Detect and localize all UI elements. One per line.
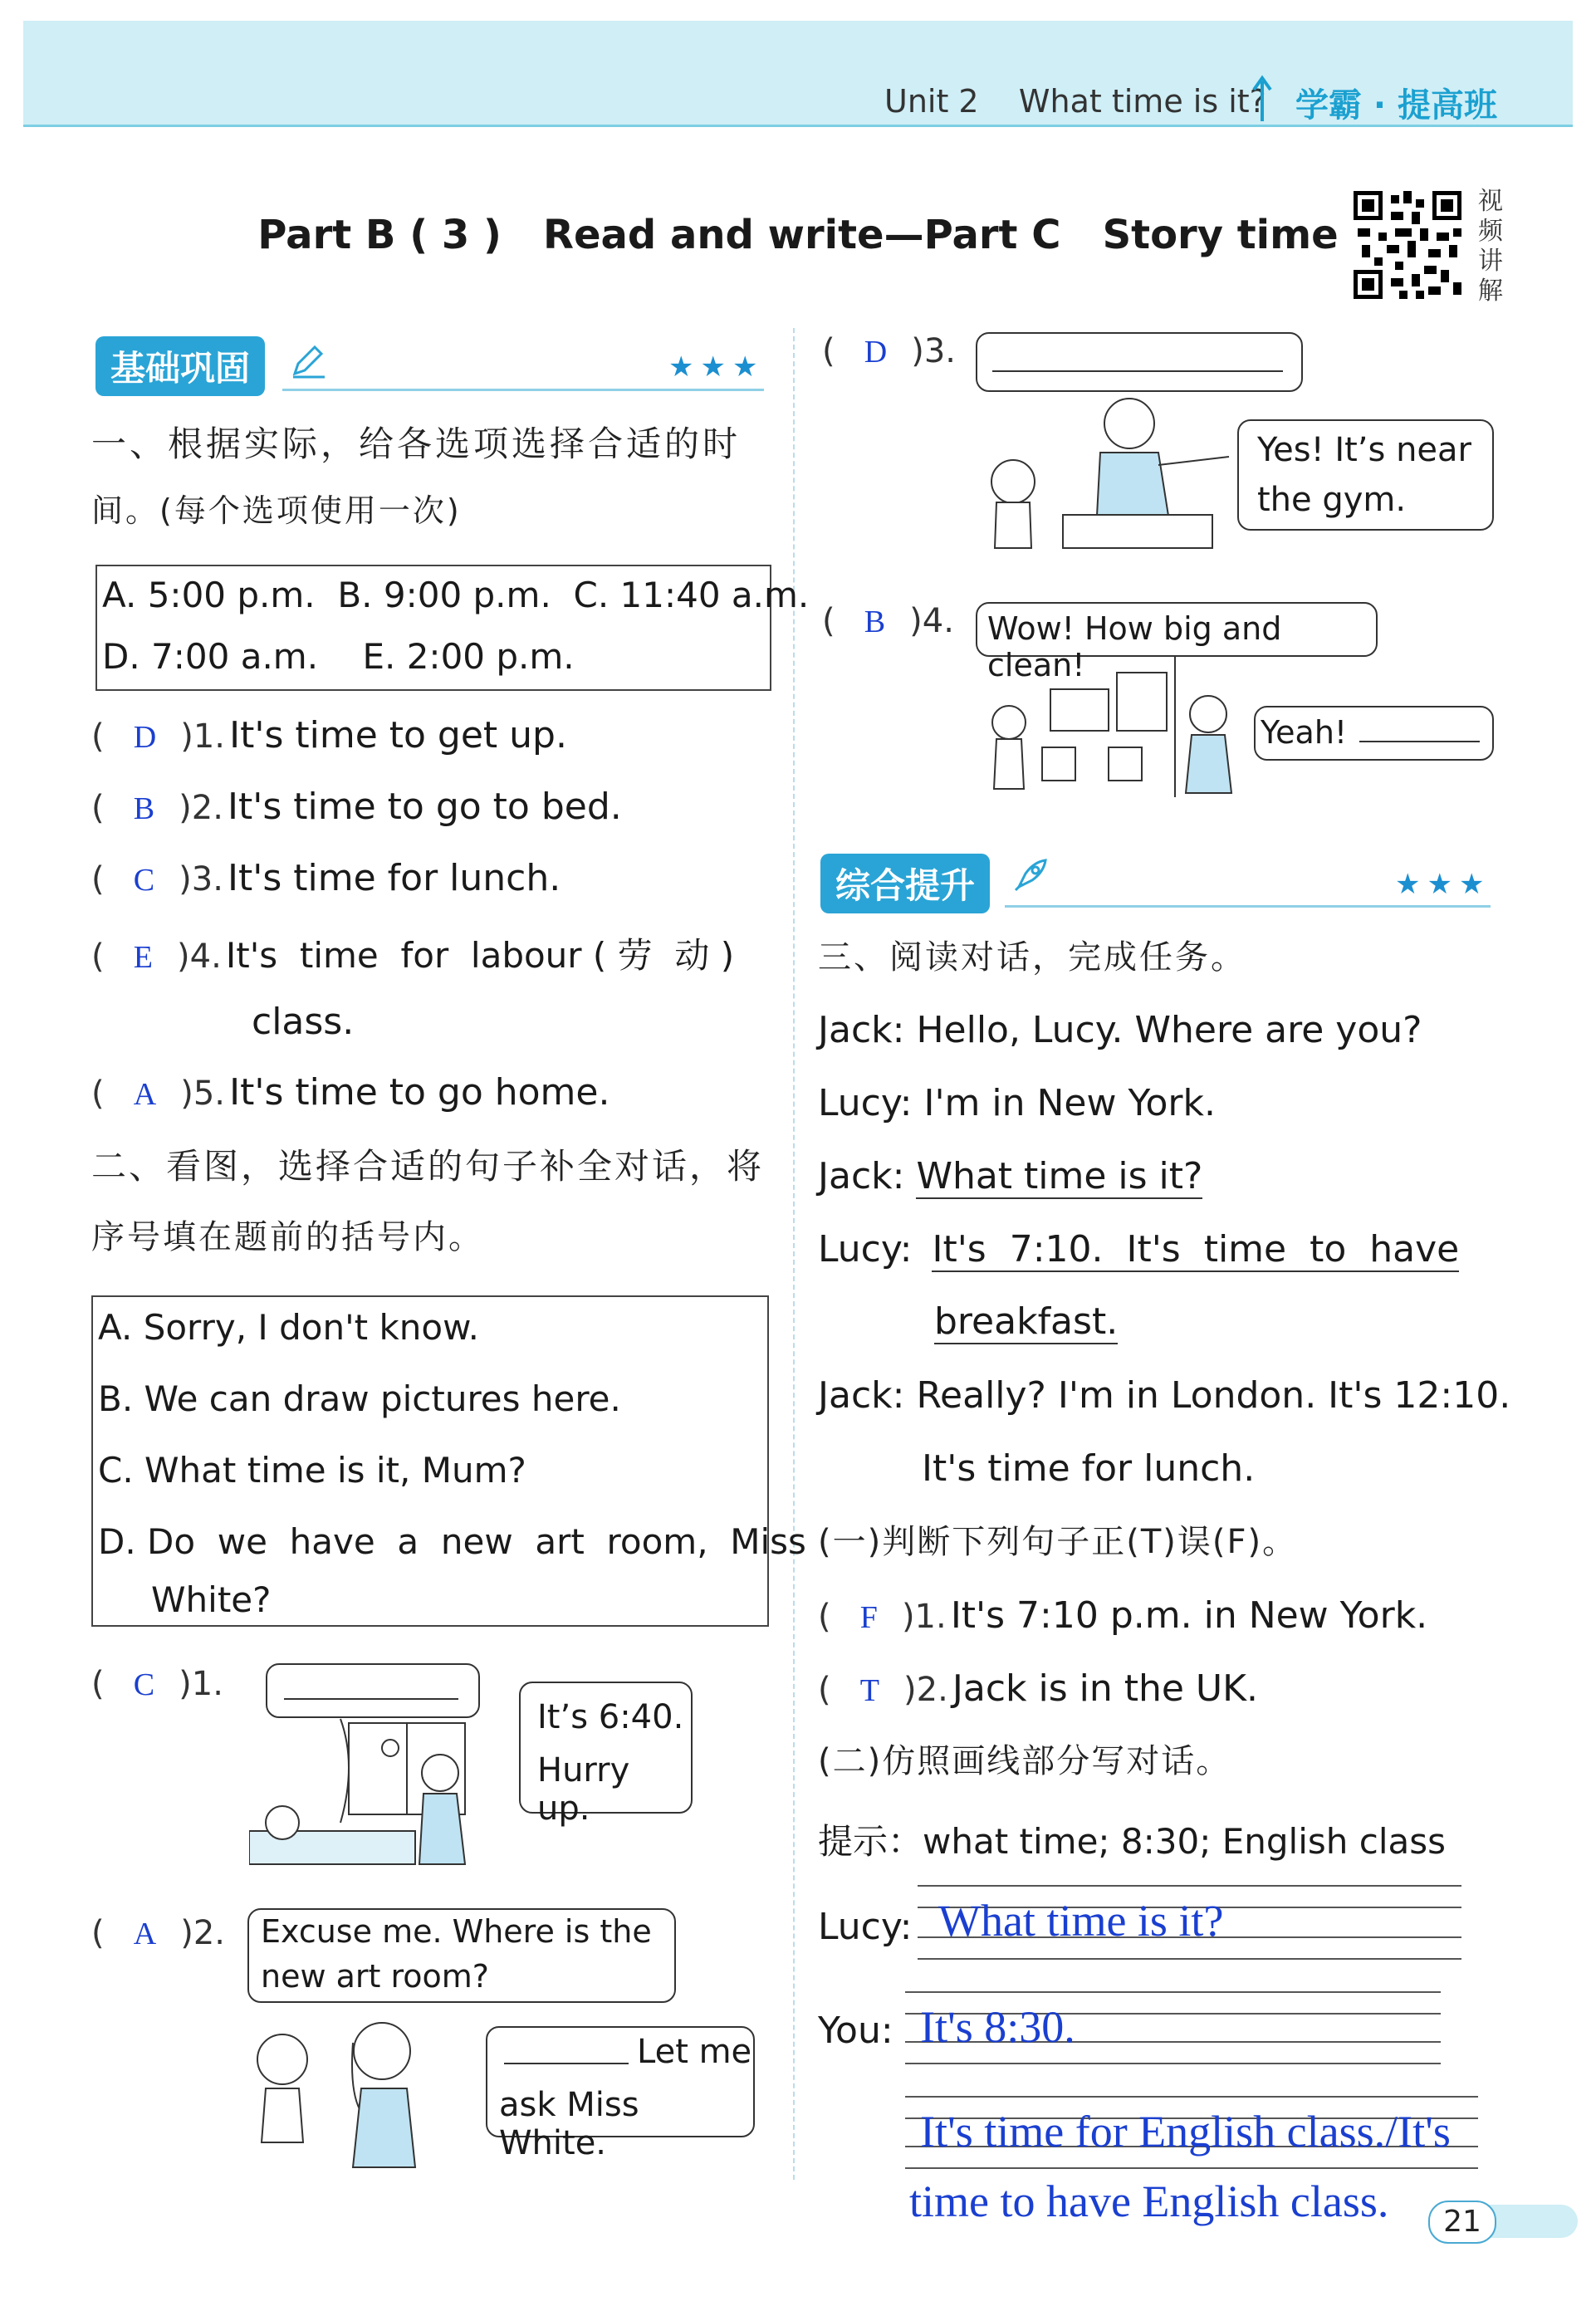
answer-slot[interactable]: F [859, 1600, 878, 1635]
speech-bubble-blank [266, 1663, 480, 1718]
q3-instruction: 三、阅读对话，完成任务。 [818, 938, 1246, 977]
q2-instruction-line2: 序号填在题前的括号内。 [91, 1218, 484, 1256]
header-unit-title: Unit 2 What time is it? [884, 83, 1266, 120]
q1-options-row1: A. 5:00 p.m. B. 9:00 p.m. C. 11:40 a.m. [102, 575, 810, 615]
tf-item-2: ( T )2. Jack is in the UK. [818, 1667, 1258, 1710]
rule-line [905, 2167, 1478, 2169]
answer-slot[interactable]: B [864, 605, 886, 639]
dialog-line-1: Jack: Hello, Lucy. Where are you? [818, 1009, 1422, 1051]
header-brand: 学霸 · 提高班 [1295, 86, 1498, 125]
dialog-line-3: Jack: What time is it? [818, 1155, 1203, 1197]
speech-bubble: Yes! It’s near the gym. [1237, 419, 1494, 531]
written-answer-you-1[interactable]: It's 8:30. [920, 2002, 1075, 2052]
answer-blank[interactable] [504, 2063, 629, 2064]
answer-slot[interactable]: D [864, 335, 888, 370]
section-tag-improve: 综合提升 [820, 854, 990, 913]
written-answer-lucy[interactable]: What time is it? [938, 1896, 1224, 1946]
write-lucy-label: Lucy: [818, 1906, 913, 1948]
answer-slot[interactable]: T [859, 1673, 879, 1708]
written-answer-you-3[interactable]: time to have English class. [909, 2176, 1389, 2226]
dialog-line-4-cont: breakfast. [934, 1300, 1119, 1343]
hint: 提示：what time; 8:30; English class [818, 1821, 1447, 1862]
dialog-line-2: Lucy: I'm in New York. [818, 1082, 1216, 1124]
answer-blank[interactable] [284, 1698, 458, 1700]
q2-item-3: ( D )3. [822, 332, 957, 370]
underlined-model-answer: It's 7:10. It's time to have [932, 1228, 1460, 1270]
answer-slot[interactable]: A [133, 1917, 157, 1951]
rocket-icon [1009, 855, 1050, 897]
q2-item-2: ( A )2. [91, 1914, 226, 1952]
section-tag-basics: 基础巩固 [95, 336, 265, 396]
difficulty-stars: ★★★ [1395, 868, 1491, 901]
speech-bubble: Let me ask Miss White. [486, 2026, 755, 2137]
rule-line [918, 1958, 1461, 1960]
pencil-icon [286, 340, 328, 382]
speech-bubble: Yeah! [1254, 706, 1494, 761]
dialog-line-5-cont: It's time for lunch. [922, 1447, 1256, 1490]
page-title: Part B ( 3 ) Read and write—Part C Story time [257, 212, 1339, 258]
rule-line [905, 1991, 1441, 1993]
section-underline [282, 389, 764, 391]
q1-instruction-line1: 一、根据实际，给各选项选择合适的时 [91, 423, 742, 464]
q2-options-box: A. Sorry, I don't know. B. We can draw pictures here. C. What time is it, Mum? D. Do we have a new art room, Miss White? [91, 1295, 769, 1627]
speech-bubble-blank [976, 332, 1303, 392]
answer-blank[interactable] [1359, 741, 1480, 742]
boy-and-girl-illustration [249, 2010, 490, 2176]
page-number: 21 [1428, 2201, 1496, 2244]
qr-video-label: 视 频 讲 解 [1478, 187, 1503, 306]
answer-blank[interactable] [992, 370, 1283, 372]
q1-item-3: ( C )3. It's time for lunch. [91, 857, 561, 899]
q1-instruction-line2: 间。(每个选项使用一次) [91, 492, 462, 529]
art-room-illustration [984, 656, 1258, 797]
speech-bubble: Excuse me. Where is the new art room? [247, 1908, 676, 2003]
part1-instruction: (一)判断下列句子正(T)误(F)。 [818, 1523, 1298, 1561]
q1-item-4: ( E )4. It's time for labour ( 劳 动 ) [91, 935, 735, 976]
teacher-and-girl-illustration [980, 390, 1246, 556]
write-you-label: You: [818, 2010, 893, 2052]
answer-slot[interactable]: E [133, 940, 153, 975]
answer-slot[interactable]: A [133, 1077, 157, 1112]
q1-options-box [95, 565, 810, 691]
q1-item-1: ( D )1. It's time to get up. [91, 714, 567, 756]
q2-item-1: ( C )1. [91, 1665, 223, 1703]
underlined-model-question: What time is it? [916, 1155, 1203, 1197]
bedroom-illustration [249, 1715, 523, 1881]
answer-slot[interactable]: C [133, 863, 155, 898]
speech-bubble: Wow! How big and clean! [976, 602, 1378, 657]
written-answer-you-2[interactable]: It's time for English class./It's [920, 2107, 1451, 2157]
q1-item-4-cont: class. [252, 1001, 355, 1043]
section-underline [1005, 905, 1491, 908]
part2-instruction: (二)仿照画线部分写对话。 [818, 1742, 1231, 1780]
q1-item-2: ( B )2. It's time to go to bed. [91, 786, 622, 828]
dialog-line-4: Lucy: It's 7:10. It's time to have [818, 1228, 1460, 1270]
speech-bubble: It’s 6:40. Hurry up. [519, 1682, 693, 1814]
q2-item-4: ( B )4. [822, 602, 954, 640]
answer-slot[interactable]: C [133, 1667, 155, 1702]
answer-slot[interactable]: B [133, 791, 155, 826]
dialog-line-5: Jack: Really? I'm in London. It's 12:10. [818, 1374, 1511, 1417]
q1-options-row2: D. 7:00 a.m. E. 2:00 p.m. [102, 636, 575, 677]
rule-line [905, 2096, 1478, 2098]
q2-instruction-line1: 二、看图，选择合适的句子补全对话，将 [91, 1146, 765, 1187]
qr-code-icon [1349, 187, 1466, 303]
arrow-up-icon [1246, 73, 1279, 123]
tf-item-1: ( F )1. It's 7:10 p.m. in New York. [818, 1594, 1428, 1637]
answer-slot[interactable]: D [133, 720, 157, 755]
rule-line [918, 1885, 1461, 1887]
q1-item-5: ( A )5. It's time to go home. [91, 1071, 610, 1114]
difficulty-stars: ★★★ [668, 350, 765, 384]
rule-line [905, 2063, 1441, 2064]
